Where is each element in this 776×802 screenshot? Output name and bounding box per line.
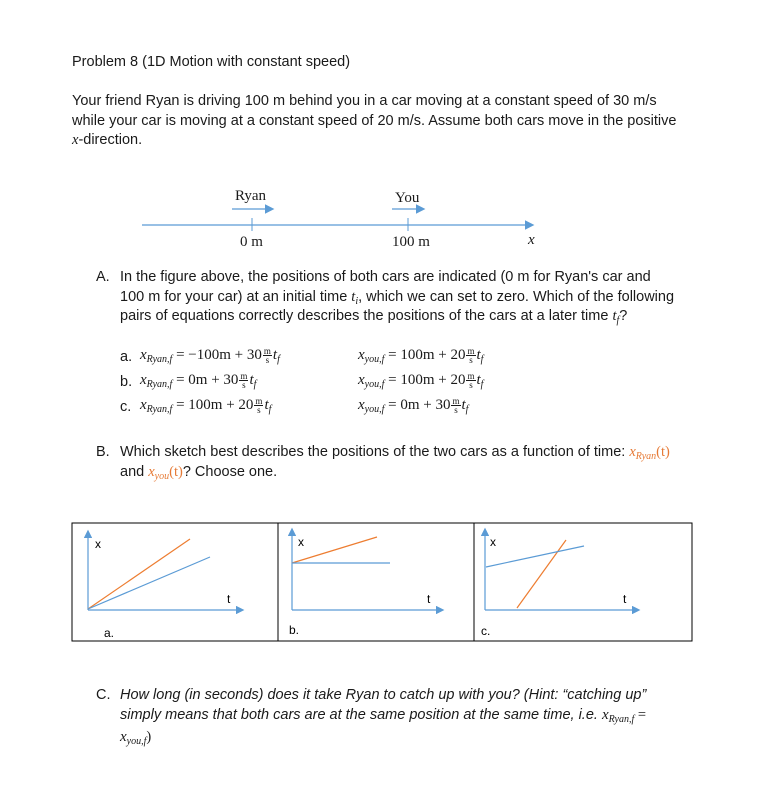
unit-fraction: $\frac{m}{s}$ [240, 371, 248, 391]
part-c-line-1: How long (in seconds) does it take Ryan to catch up with you? (Hint: “catching up” [120, 687, 647, 703]
sketch-b-label: b. [289, 623, 300, 637]
part-b-line-2: and $x_{you}(t)$? Choose one. [120, 464, 278, 482]
part-c-letter: C. [96, 687, 111, 703]
you-equation: $x_{you,f} = 0m + 30$ $\frac{m}{s}$ $t_f$ [358, 396, 469, 416]
ryan-label: Ryan [235, 188, 267, 204]
you-position-label: 100 m [392, 234, 430, 250]
sketch-c-label: c. [481, 624, 491, 638]
sketch-b-t-label: t [427, 592, 431, 606]
sketch-a[interactable] [88, 532, 242, 640]
ryan-equation: $x_{Ryan,f} = -100m + 30$ $\frac{m}{s}$ $t_f$ [140, 346, 280, 366]
option-c[interactable] [96, 397, 716, 419]
intro-line-2: while your car is moving at a constant speed of 20 m/s. Assume both cars move in the positive [72, 113, 677, 129]
sketch-c-t-label: t [623, 592, 627, 606]
you-label: You [395, 190, 420, 206]
part-c-line-2: simply means that both cars are at the same position at the same time, i.e. $x_{Ryan,f}$ = [120, 707, 647, 725]
option-label: a. [120, 349, 133, 365]
you-equation: $x_{you,f} = 100m + 20$ $\frac{m}{s}$ $t_f$ [358, 371, 484, 391]
sketch-a-you-line [88, 557, 210, 609]
sketch-a-ryan-line [88, 539, 190, 609]
part-b-letter: B. [96, 444, 110, 460]
sketch-c-you-line [486, 546, 584, 567]
sketch-c-y-label: x [490, 535, 496, 549]
sketch-frame [72, 523, 692, 641]
unit-fraction: $\frac{m}{s}$ [255, 396, 263, 416]
x-axis-label: x [528, 232, 535, 248]
ryan-equation: $x_{Ryan,f} = 100m + 20$ $\frac{m}{s}$ $t_f$ [140, 396, 272, 416]
unit-fraction: $\frac{m}{s}$ [452, 396, 460, 416]
option-b[interactable] [96, 372, 716, 394]
sketch-b-y-label: x [298, 535, 304, 549]
part-a-line-2: 100 m for your car) at an initial time $t_i$, which we can set to zero. Which of the following [120, 289, 675, 307]
option-a[interactable] [96, 347, 716, 369]
part-a-letter: A. [96, 269, 110, 285]
sketch-b[interactable] [289, 530, 442, 637]
sketch-c-ryan-line [517, 540, 566, 608]
sketch-a-t-label: t [227, 592, 231, 606]
position-figure [0, 0, 776, 260]
option-label: b. [120, 374, 133, 390]
part-c-line-3: $x_{you,f}$) [120, 729, 152, 747]
intro-line-1: Your friend Ryan is driving 100 m behind you in a car moving at a constant speed of 30 m/s [72, 93, 657, 109]
option-label: c. [120, 399, 132, 415]
sketch-a-label: a. [104, 626, 115, 640]
problem-title: Problem 8 (1D Motion with constant speed) [72, 54, 351, 70]
unit-fraction: $\frac{m}{s}$ [263, 346, 271, 366]
intro-line-3: x-direction. [72, 132, 143, 148]
sketch-b-ryan-line [292, 537, 377, 563]
ryan-equation: $x_{Ryan,f} = 0m + 30$ $\frac{m}{s}$ $t_f$ [140, 371, 257, 391]
you-equation: $x_{you,f} = 100m + 20$ $\frac{m}{s}$ $t_f$ [358, 346, 484, 366]
part-a-line-1: In the figure above, the positions of both cars are indicated (0 m for Ryan's car and [120, 269, 651, 285]
unit-fraction: $\frac{m}{s}$ [467, 371, 475, 391]
sketch-c[interactable] [481, 530, 638, 638]
sketch-a-y-label: x [95, 537, 101, 551]
unit-fraction: $\frac{m}{s}$ [467, 346, 475, 366]
part-a-line-3: pairs of equations correctly describes the positions of the cars at a later time $t_f$? [120, 308, 628, 326]
part-b-line-1: Which sketch best describes the positions of the two cars as a function of time: $x_{Ryan}(t)$ [120, 444, 670, 462]
you-function: $x_{you}(t)$ [148, 464, 183, 482]
sketch-options [0, 510, 776, 650]
ryan-position-label: 0 m [240, 234, 263, 250]
ryan-function: $x_{Ryan}(t)$ [629, 444, 670, 462]
